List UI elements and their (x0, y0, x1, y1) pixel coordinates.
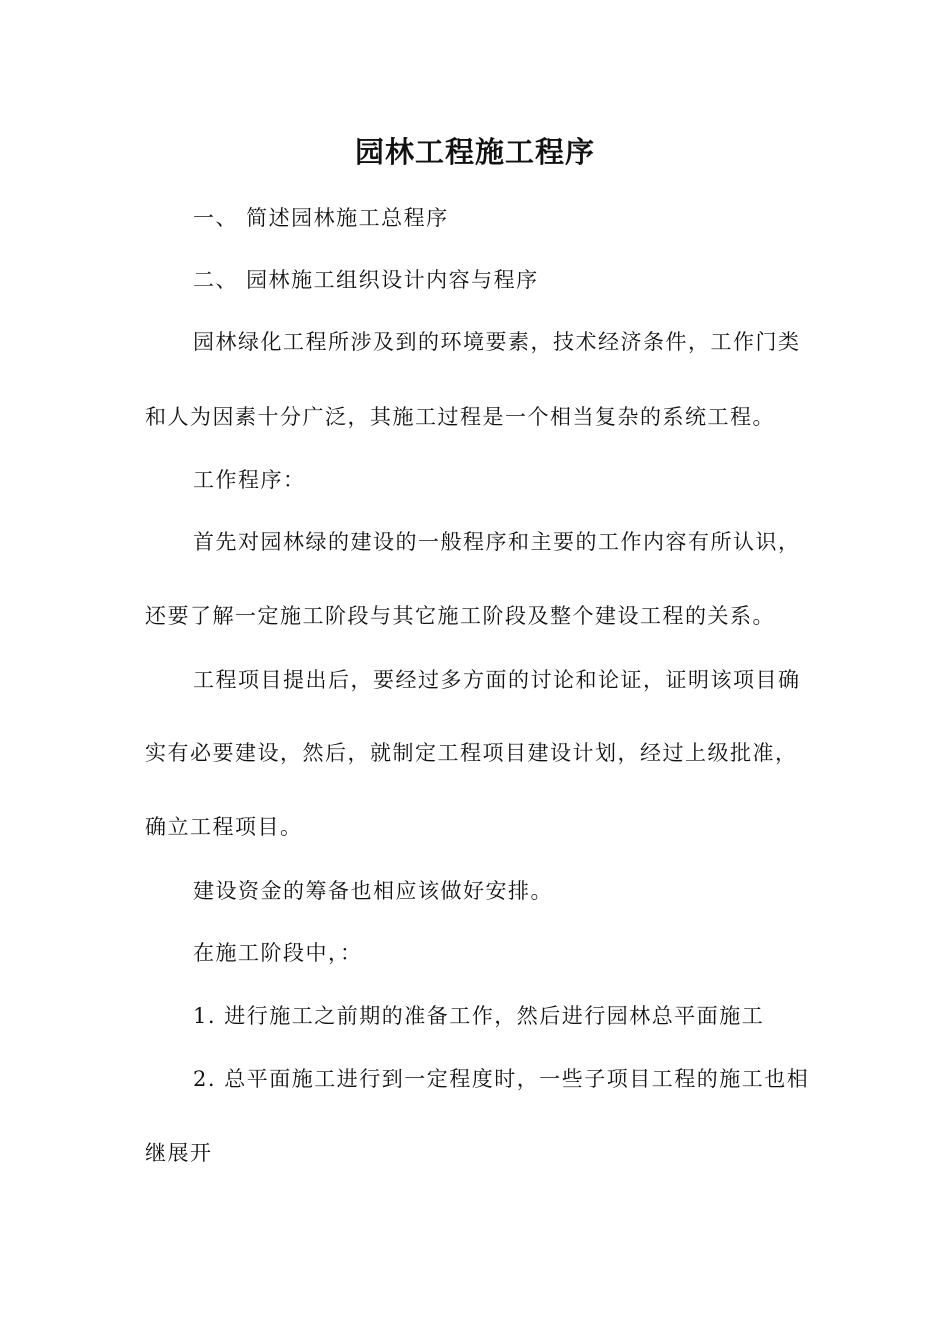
paragraph-line: 和人为因素十分广泛，其施工过程是一个相当复杂的系统工程。 (145, 405, 775, 429)
paragraph-line: 在施工阶段中，： (193, 941, 363, 965)
numbered-item-1: 1. 进行施工之前期的准备工作，然后进行园林总平面施工 (193, 1004, 765, 1028)
paragraph-line: 园林绿化工程所涉及到的环境要素，技术经济条件，工作门类 (193, 330, 801, 354)
paragraph-line: 继展开 (145, 1141, 213, 1165)
numbered-item-2: 2. 总平面施工进行到一定程度时，一些子项目工程的施工也相 (193, 1067, 810, 1091)
paragraph-line: 建设资金的筹备也相应该做好安排。 (193, 879, 553, 903)
paragraph-line: 确立工程项目。 (145, 815, 303, 839)
paragraph-line: 还要了解一定施工阶段与其它施工阶段及整个建设工程的关系。 (145, 604, 775, 628)
outline-item-2: 二、 园林施工组织设计内容与程序 (193, 268, 539, 292)
paragraph-line: 首先对园林绿的建设的一般程序和主要的工作内容有所认识， (193, 530, 801, 554)
paragraph-line: 工程项目提出后，要经过多方面的讨论和论证，证明该项目确 (193, 668, 801, 692)
paragraph-line: 实有必要建设，然后，就制定工程项目建设计划，经过上级批准， (145, 741, 798, 765)
page-title: 园林工程施工程序 (354, 135, 595, 169)
section-label: 工作程序： (193, 468, 306, 492)
outline-item-1: 一、 简述园林施工总程序 (193, 206, 449, 230)
